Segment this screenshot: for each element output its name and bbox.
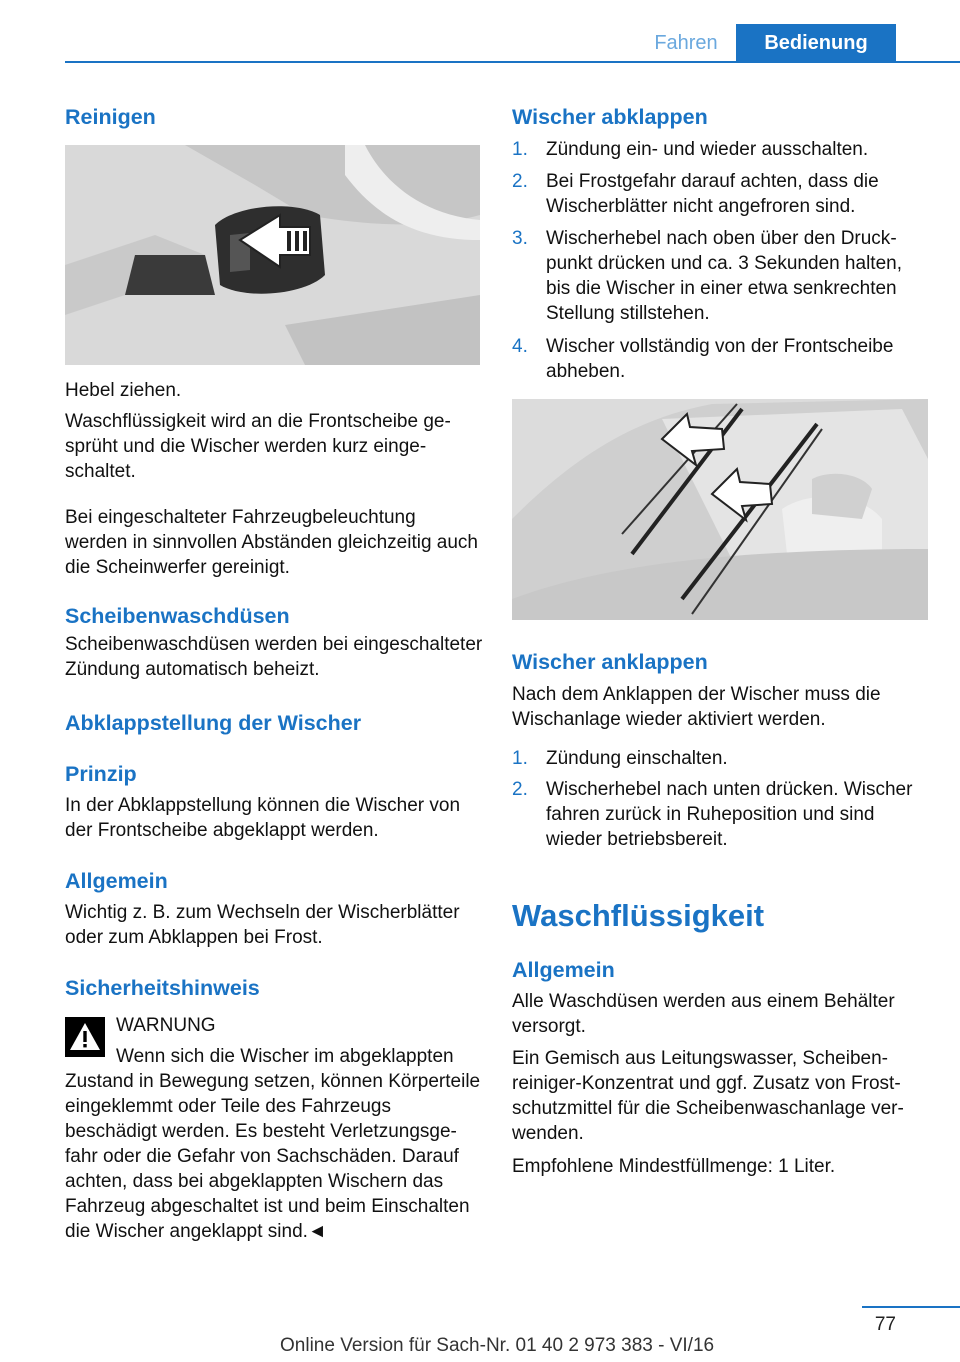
section-title-prinzip: Prinzip [65,762,137,786]
section-title-wischer-anklappen: Wischer anklappen [512,650,708,674]
list-number: 3. [512,228,528,249]
list-text: Wischer vollständig von der Frontscheibe abheben. [546,336,894,382]
paragraph-hebel-ziehen: Hebel ziehen. [65,380,182,401]
warnung-label: WARNUNG [116,1015,216,1036]
section-title-reinigen: Reinigen [65,105,156,129]
paragraph-allgemein: Wichtig z. B. zum Wechseln der Wischerblätter oder zum Abklappen bei Frost. [65,902,460,948]
section-title-wischer-abklappen: Wischer abklappen [512,105,708,129]
footer-rule [862,1306,960,1308]
list-text: Bei Frostgefahr darauf achten, dass die Wischerblätter nicht angefroren sind. [546,171,879,217]
paragraph-wasch-gemisch: Ein Gemisch aus Leitungswasser, Scheibenreiniger-Konzentrat und ggf. Zusatz von Frostschutzmittel für die Scheibenwaschanlage verwenden. [512,1048,904,1144]
warnung-text: Zustand in Bewegung setzen, können Körperteile eingeklemmt oder Teile des Fahrzeugs beschädigt werden. Es besteht Verletzungsgefahr oder die Gefahr von Sachschäden. Darauf achten, dass bei abgeklappten Wischern das Fahrzeug abgeschaltet ist und beim Einschalten die Wischer angeklappt sind.◄ [65,1071,481,1242]
warning-triangle-icon [65,1017,105,1057]
list-number: 4. [512,336,528,357]
list-text: Zündung ein- und wieder ausschalten. [546,139,869,160]
tab-bedienung[interactable]: Bedienung [736,24,896,61]
paragraph-waschfluessigkeit-spray: Waschflüssigkeit wird an die Frontscheibe gesprüht und die Wischer werden kurz eingeschaltet. [65,411,451,482]
section-title-scheibenwaschduesen: Scheibenwaschdüsen [65,604,290,628]
section-title-abklappstellung: Abklappstellung der Wischer [65,711,362,735]
list-number: 2. [512,779,528,800]
paragraph-duesen: Scheibenwaschdüsen werden bei eingeschalteter Zündung automatisch beheizt. [65,634,483,680]
list-text: Wischerhebel nach unten drücken. Wischer fahren zurück in Ruheposition und sind wieder betriebsbereit. [546,779,913,850]
header-rule [65,61,960,63]
section-title-allgemein: Allgemein [65,869,168,893]
wiper-lever-illustration [65,145,480,365]
list-text: Zündung einschalten. [546,748,728,769]
paragraph-mindestfuellmenge: Empfohlene Mindestfüllmenge: 1 Liter. [512,1156,836,1177]
paragraph-prinzip: In der Abklappstellung können die Wischer von der Frontscheibe abgeklappt werden. [65,795,461,841]
warnung-text-line1: Wenn sich die Wischer im abgeklappten [116,1046,454,1067]
paragraph-scheinwerfer: Bei eingeschalteter Fahrzeugbeleuchtung werden in sinnvollen Abständen gleichzeitig auch die Scheinwerfer gereinigt. [65,507,478,578]
section-title-allgemein-wasch: Allgemein [512,958,615,982]
list-number: 2. [512,171,528,192]
windshield-wipers-illustration [512,399,928,620]
list-number: 1. [512,139,528,160]
section-title-sicherheitshinweis: Sicherheitshinweis [65,976,260,1000]
footer-source: Online Version für Sach-Nr. 01 40 2 973 383 - VI/16 [280,1335,715,1356]
section-title-waschfluessigkeit: Waschflüssigkeit [512,898,765,933]
tab-fahren[interactable]: Fahren [654,32,718,54]
figure-wiper-lever [65,145,480,365]
list-text: Wischerhebel nach oben über den Druckpunkt drücken und ca. 3 Sekunden halten, bis die Wischer in einer etwa senkrechten Stellung stillstehen. [546,228,902,324]
page-number: 77 [874,1314,896,1335]
list-number: 1. [512,748,528,769]
figure-windshield-wipers [512,399,928,620]
paragraph-wasch-behaelter: Alle Waschdüsen werden aus einem Behälter versorgt. [512,991,895,1037]
paragraph-anklappen: Nach dem Anklappen der Wischer muss die Wischanlage wieder aktiviert werden. [512,684,881,730]
